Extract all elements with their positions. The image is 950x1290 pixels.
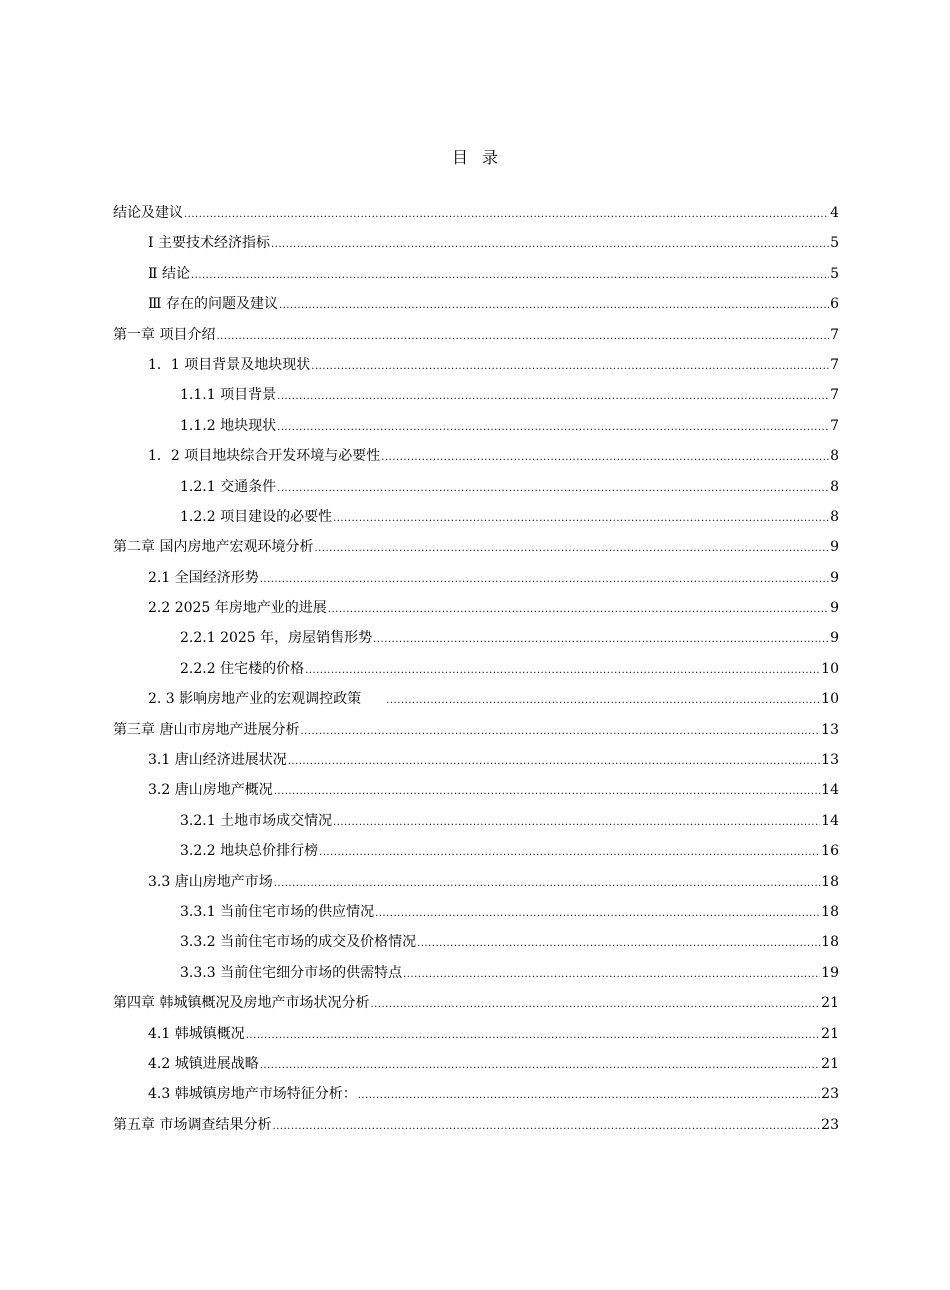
toc-entry[interactable] (113, 867, 839, 897)
toc-page-number: 13 (821, 752, 839, 769)
toc-entry-label: 2.2 2025 年房地产业的进展 (148, 600, 327, 617)
toc-page-number: 8 (830, 478, 839, 495)
toc-leader-dots (358, 1079, 820, 1111)
toc-entry-label: 4.1 韩城镇概况 (148, 1025, 245, 1042)
toc-entry[interactable] (113, 715, 839, 745)
toc-entry[interactable] (113, 1079, 839, 1109)
toc-entry[interactable] (113, 350, 839, 380)
toc-entry[interactable] (113, 1110, 839, 1140)
toc-entry-label: 2.1 全国经济形势 (148, 569, 259, 586)
toc-entry[interactable] (113, 623, 839, 653)
toc-entry-label: 第三章 唐山市房地产进展分析 (113, 721, 300, 738)
toc-page-number: 19 (821, 964, 839, 981)
toc-page-number: 18 (821, 903, 839, 920)
toc-entry-label: 3.2 唐山房地产概况 (148, 782, 273, 799)
toc-entry[interactable] (113, 927, 839, 957)
toc-leader-dots (333, 502, 829, 534)
toc-leader-dots (191, 259, 829, 291)
toc-entry[interactable] (113, 1019, 839, 1049)
toc-entry-label: 4.2 城镇进展战略 (148, 1055, 259, 1072)
toc-page-number: 21 (821, 1055, 839, 1072)
toc-page-number: 13 (821, 721, 839, 738)
toc-entry[interactable] (113, 289, 839, 319)
toc-leader-dots (328, 593, 829, 625)
toc-leader-dots (246, 1019, 820, 1051)
toc-leader-dots (370, 988, 820, 1020)
toc-entry[interactable] (113, 320, 839, 350)
toc-entry-label: 第五章 市场调查结果分析 (113, 1116, 272, 1133)
toc-page-number: 8 (830, 508, 839, 525)
toc-page-number: 6 (830, 296, 839, 313)
toc-entry[interactable] (113, 441, 839, 471)
toc-entry-label: 结论及建议 (113, 205, 183, 221)
toc-entry-label: 4.3 韩城镇房地产市场特征分析： (148, 1086, 357, 1103)
toc-page-number: 21 (821, 995, 839, 1012)
toc-entry[interactable] (113, 472, 839, 502)
toc-leader-dots (260, 563, 829, 595)
toc-leader-dots (333, 806, 820, 838)
toc-leader-dots (417, 927, 820, 959)
toc-leader-dots (311, 350, 829, 382)
toc-entry-label: 3.1 唐山经济进展状况 (148, 752, 287, 769)
toc-entry-label: Ⅰ 主要技术经济指标 (148, 235, 270, 252)
toc-entry-label: 第二章 国内房地产宏观环境分析 (113, 539, 314, 556)
toc-leader-dots (381, 441, 829, 473)
toc-entry-label: 3.2.2 地块总价排行榜 (180, 843, 319, 860)
toc-entry-label: 3.3.2 当前住宅市场的成交及价格情况 (180, 934, 417, 951)
toc-leader-dots (279, 289, 829, 321)
toc-entry[interactable] (113, 593, 839, 623)
toc-entry-label: 3.3.3 当前住宅细分市场的供需特点 (180, 964, 403, 981)
toc-leader-dots (386, 684, 820, 716)
toc-page-number: 7 (830, 387, 839, 404)
toc-page-number: 10 (821, 691, 839, 708)
toc-page-number: 7 (830, 417, 839, 434)
toc-page-number: 7 (830, 356, 839, 373)
toc-entry-label: 1．1 项目背景及地块现状 (148, 356, 311, 373)
toc-entry-label: 1.1.2 地块现状 (180, 417, 277, 434)
toc-entry[interactable] (113, 745, 839, 775)
toc-entry[interactable] (113, 806, 839, 836)
toc-leader-dots (274, 775, 820, 807)
toc-entry[interactable] (113, 988, 839, 1018)
toc-leader-dots (271, 228, 829, 260)
toc-page-number: 10 (821, 660, 839, 677)
toc-entry[interactable] (113, 563, 839, 593)
toc-page-number: 9 (830, 600, 839, 617)
toc-page-number: 7 (830, 326, 839, 343)
toc-entry[interactable] (113, 836, 839, 866)
toc-page-number: 18 (821, 934, 839, 951)
toc-leader-dots (277, 380, 829, 412)
toc-entry-label: Ⅲ 存在的问题及建议 (148, 296, 278, 313)
toc-leader-dots (375, 897, 820, 929)
toc-entry[interactable] (113, 502, 839, 532)
toc-leader-dots (373, 623, 829, 655)
table-of-contents (113, 198, 839, 1140)
toc-leader-dots (288, 745, 820, 777)
toc-entry-label: 2. 3 影响房地产业的宏观调控政策 (148, 691, 362, 708)
toc-page-number: 14 (821, 812, 839, 829)
toc-page-number: 5 (830, 235, 839, 252)
toc-entry[interactable] (113, 411, 839, 441)
toc-entry-label: 第一章 项目介绍 (113, 326, 216, 343)
toc-leader-dots (274, 867, 820, 899)
toc-leader-dots (314, 532, 829, 564)
toc-entry-label: 1.1.1 项目背景 (180, 387, 277, 404)
toc-page-number: 14 (821, 782, 839, 799)
toc-entry-label: 第四章 韩城镇概况及房地产市场状况分析 (113, 995, 370, 1012)
toc-entry-label: 3.2.1 土地市场成交情况 (180, 812, 333, 829)
toc-entry[interactable] (113, 228, 839, 258)
toc-leader-dots (260, 1049, 820, 1081)
toc-entry-label: Ⅱ 结论 (148, 265, 190, 282)
toc-leader-dots (184, 198, 829, 230)
toc-entry[interactable] (113, 958, 839, 988)
toc-entry[interactable] (113, 684, 839, 714)
toc-title: 目录 (451, 148, 512, 167)
toc-entry-label: 1．2 项目地块综合开发环境与必要性 (148, 448, 381, 465)
toc-entry-label: 1.2.1 交通条件 (180, 478, 277, 495)
toc-leader-dots (305, 654, 820, 686)
toc-leader-dots (272, 1110, 820, 1142)
toc-entry-label: 3.3 唐山房地产市场 (148, 873, 273, 890)
toc-entry[interactable] (113, 775, 839, 805)
toc-entry[interactable] (113, 198, 839, 228)
toc-leader-dots (300, 715, 820, 747)
toc-entry[interactable] (113, 532, 839, 562)
toc-entry[interactable] (113, 380, 839, 410)
toc-page-number: 9 (830, 630, 839, 647)
toc-leader-dots (277, 411, 829, 443)
toc-page-number: 23 (821, 1086, 839, 1103)
toc-entry-label: 3.3.1 当前住宅市场的供应情况 (180, 903, 375, 920)
toc-page-number: 9 (830, 539, 839, 556)
toc-page-number: 9 (830, 569, 839, 586)
toc-page-number: 8 (830, 448, 839, 465)
toc-entry[interactable] (113, 654, 839, 684)
toc-page-number: 18 (821, 873, 839, 890)
toc-entry-label: 1.2.2 项目建设的必要性 (180, 508, 333, 525)
toc-entry[interactable] (113, 1049, 839, 1079)
toc-entry[interactable] (113, 897, 839, 927)
toc-leader-dots (216, 320, 829, 352)
toc-entry-label: 2.2.2 住宅楼的价格 (180, 660, 305, 677)
toc-entry[interactable] (113, 259, 839, 289)
toc-leader-dots (403, 958, 820, 990)
toc-page-number: 21 (821, 1025, 839, 1042)
toc-entry-label: 2.2.1 2025 年，房屋销售形势 (180, 630, 373, 647)
toc-page-number: 5 (830, 265, 839, 282)
toc-leader-dots (319, 836, 820, 868)
toc-leader-dots (277, 472, 829, 504)
toc-page-number: 16 (821, 843, 839, 860)
toc-page-number: 23 (821, 1116, 839, 1133)
toc-page-number: 4 (830, 205, 839, 221)
